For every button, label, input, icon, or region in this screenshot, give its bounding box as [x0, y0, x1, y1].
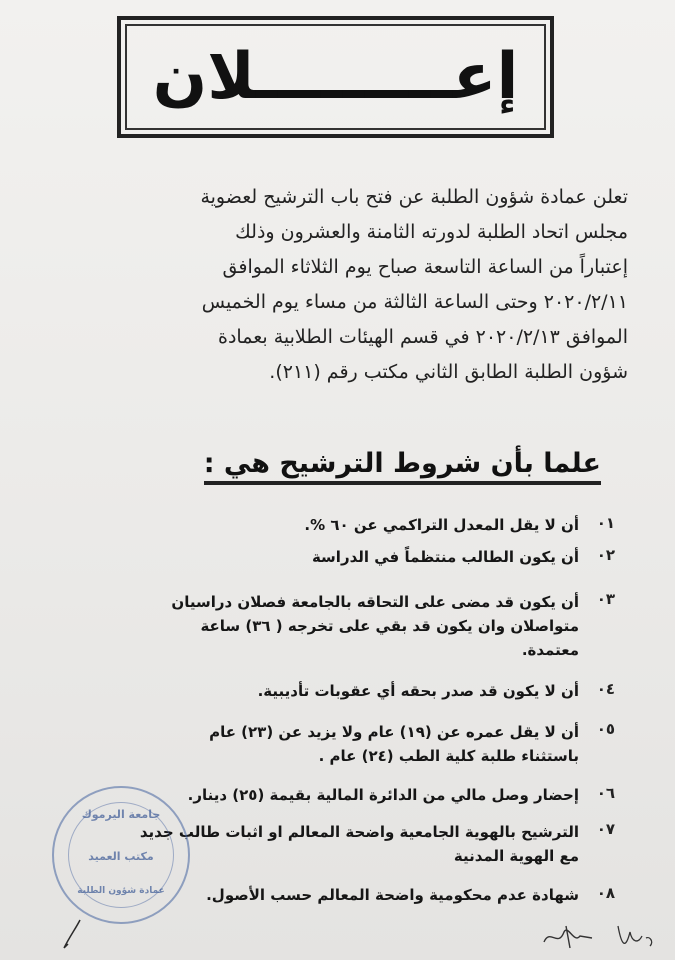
condition-line: باستثناء طلبة كلية الطب (٢٤) عام .	[318, 747, 579, 765]
condition-item	[188, 784, 579, 806]
condition-item	[209, 720, 579, 768]
condition-line: الترشيح بالهوية الجامعية واضحة المعالم او اثبات طالب جديد	[139, 823, 579, 841]
condition-number: ٠٥	[596, 720, 615, 738]
initials-icon	[612, 918, 662, 954]
condition-item	[140, 820, 579, 868]
condition-line: إحضار وصل مالي من الدائرة المالية بقيمة (٢٥) دينار.	[187, 786, 579, 804]
intro-line: مجلس اتحاد الطلبة لدورته الثامنة والعشرون وذلك	[235, 221, 628, 243]
pen-mark-icon	[58, 918, 88, 952]
condition-item	[171, 590, 579, 662]
condition-number: ٠٦	[596, 784, 615, 802]
announcement-paragraph	[70, 180, 628, 390]
condition-item	[312, 546, 579, 568]
condition-line: أن لا يقل عمره عن (١٩) عام ولا يزيد عن (٢٣) عام	[209, 723, 579, 741]
condition-line: أن لا يقل المعدل التراكمي عن ٦٠ %.	[304, 516, 579, 534]
condition-item	[258, 680, 579, 702]
condition-number: ٠٧	[596, 820, 615, 838]
condition-line: معتمدة.	[521, 641, 579, 659]
condition-line: أن يكون قد مضى على التحاقه بالجامعة فصلان دراسيان	[171, 593, 579, 611]
stamp-bottom-text: عمادة شؤون الطلبة	[77, 886, 165, 896]
condition-line: متواصلان وان يكون قد بقي على تخرجه ( ٣٦) ساعة	[200, 617, 579, 635]
page-title: إعـــــــــلان	[152, 40, 519, 114]
condition-item	[206, 884, 579, 906]
official-stamp	[52, 786, 190, 924]
signature-icon	[540, 918, 610, 954]
condition-line: شهادة عدم محكومية واضحة المعالم حسب الأصول.	[206, 886, 579, 904]
intro-line: الموافق ٢٠٢٠/٢/١٣ في قسم الهيئات الطلابية بعمادة	[218, 326, 628, 348]
condition-item	[304, 514, 579, 536]
intro-line: شؤون الطلبة الطابق الثاني مكتب رقم (٢١١).	[269, 361, 628, 383]
condition-line: أن يكون الطالب منتظماً في الدراسة	[311, 548, 579, 566]
title-frame	[117, 16, 554, 138]
condition-number: ٠٢	[596, 546, 615, 564]
condition-line: أن لا يكون قد صدر بحقه أي عقوبات تأديبية.	[257, 682, 579, 700]
title-inner-frame	[125, 24, 546, 130]
condition-line: مع الهوية المدنية	[453, 847, 579, 865]
condition-number: ٠٣	[596, 590, 615, 608]
stamp-middle-text: مكتب العميد	[88, 850, 154, 863]
intro-line: ٢٠٢٠/٢/١١ وحتى الساعة الثالثة من مساء يوم الخميس	[201, 291, 628, 313]
condition-number: ٠٨	[596, 884, 615, 902]
conditions-heading: علما بأن شروط الترشيح هي :	[204, 448, 601, 485]
stamp-top-text: جامعة اليرموك	[81, 808, 161, 821]
intro-line: إعتباراً من الساعة التاسعة صباح يوم الثلاثاء الموافق	[222, 256, 628, 278]
condition-number: ٠٤	[596, 680, 615, 698]
condition-number: ٠١	[596, 514, 615, 532]
intro-line: تعلن عمادة شؤون الطلبة عن فتح باب الترشيح لعضوية	[200, 186, 628, 208]
